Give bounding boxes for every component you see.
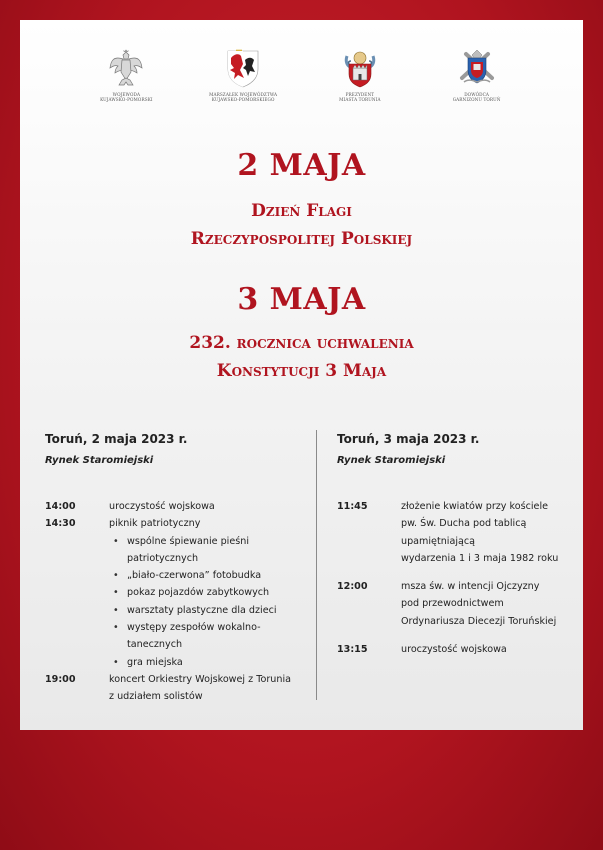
event-time: 14:30	[45, 518, 76, 530]
logo-dowodca	[432, 48, 522, 103]
column-divider	[316, 430, 317, 700]
list-item: • „biało-czerwona” fotobudka	[109, 567, 315, 584]
logo-prezydent	[315, 48, 405, 103]
schedule-row	[337, 578, 577, 630]
logo-caption-marszalek: MARSZAŁEK WOJEWÓDZTWA KUJAWSKO-POMORSKIEGO	[209, 92, 278, 103]
day2-subtitle-line1: 232. rocznica uchwalenia	[189, 333, 414, 353]
logo-caption-prezydent: PREZYDENT MIASTA TORUNIA	[339, 92, 381, 103]
picnic-activities-list	[109, 533, 315, 671]
schedule-list	[45, 498, 315, 706]
day1-subtitle-line1: Dzień Flagi	[251, 201, 352, 221]
event-time: 13:15	[337, 644, 368, 656]
schedule-row	[337, 641, 577, 658]
event-time: 14:00	[45, 501, 76, 512]
eagle-emblem-icon	[108, 48, 144, 88]
logo-caption-dowodca: DOWÓDCA GARNIZONU TORUŃ	[452, 92, 501, 103]
event-desc: uroczystość wojskowa	[401, 644, 507, 656]
venue: Rynek Staromiejski	[337, 455, 446, 466]
event-desc: piknik patriotyczny	[109, 518, 201, 530]
schedule-may-2	[45, 432, 315, 706]
schedule-list	[337, 498, 577, 658]
day2-subtitle-line2: Konstytucji 3 Maja	[216, 361, 387, 381]
event-desc: uroczystość wojskowa	[109, 501, 215, 512]
list-item: • gra miejska	[109, 654, 315, 671]
schedule-row	[45, 671, 315, 706]
list-item: • pokaz pojazdów zabytkowych	[109, 584, 315, 601]
regional-crest-icon	[226, 48, 260, 88]
garrison-commander-emblem-icon	[458, 48, 496, 88]
logo-marszalek	[198, 48, 288, 103]
event-desc: złożenie kwiatów przy kościele pw. Św. Ducha pod tablicą upamiętniającą wydarzenia 1 i 3 maja 1982 roku	[401, 501, 559, 564]
place-date: Toruń, 3 maja 2023 r.	[337, 432, 480, 446]
venue: Rynek Staromiejski	[45, 455, 154, 466]
day1-title: 2 MAJA	[237, 148, 366, 183]
place-date: Toruń, 2 maja 2023 r.	[45, 432, 188, 446]
list-item: • występy zespołów wokalno-tanecznych	[109, 619, 315, 654]
poster-sheet	[20, 20, 583, 730]
torun-city-crest-icon	[343, 48, 377, 88]
event-desc: msza św. w intencji Ojczyzny pod przewodnictwem Ordynariusza Diecezji Toruńskiej	[401, 581, 557, 627]
schedule-row	[337, 498, 577, 567]
schedule-may-3	[337, 432, 577, 658]
event-time: 12:00	[337, 581, 368, 593]
event-time: 19:00	[45, 673, 76, 685]
logo-wojewoda	[81, 48, 171, 103]
event-time: 11:45	[337, 501, 368, 512]
logo-caption-wojewoda: WOJEWODA KUJAWSKO-POMORSKI	[100, 92, 153, 103]
event-desc: koncert Orkiestry Wojskowej z Torunia z udziałem solistów	[109, 673, 291, 703]
day1-subtitle-line2: Rzeczypospolitej Polskiej	[190, 229, 413, 249]
schedule-row	[45, 515, 315, 532]
schedule-row	[45, 498, 315, 515]
list-item: • wspólne śpiewanie pieśni patriotycznych	[109, 533, 315, 568]
logo-row	[20, 48, 583, 103]
day2-title: 3 MAJA	[237, 282, 366, 317]
list-item: • warsztaty plastyczne dla dzieci	[109, 602, 315, 619]
